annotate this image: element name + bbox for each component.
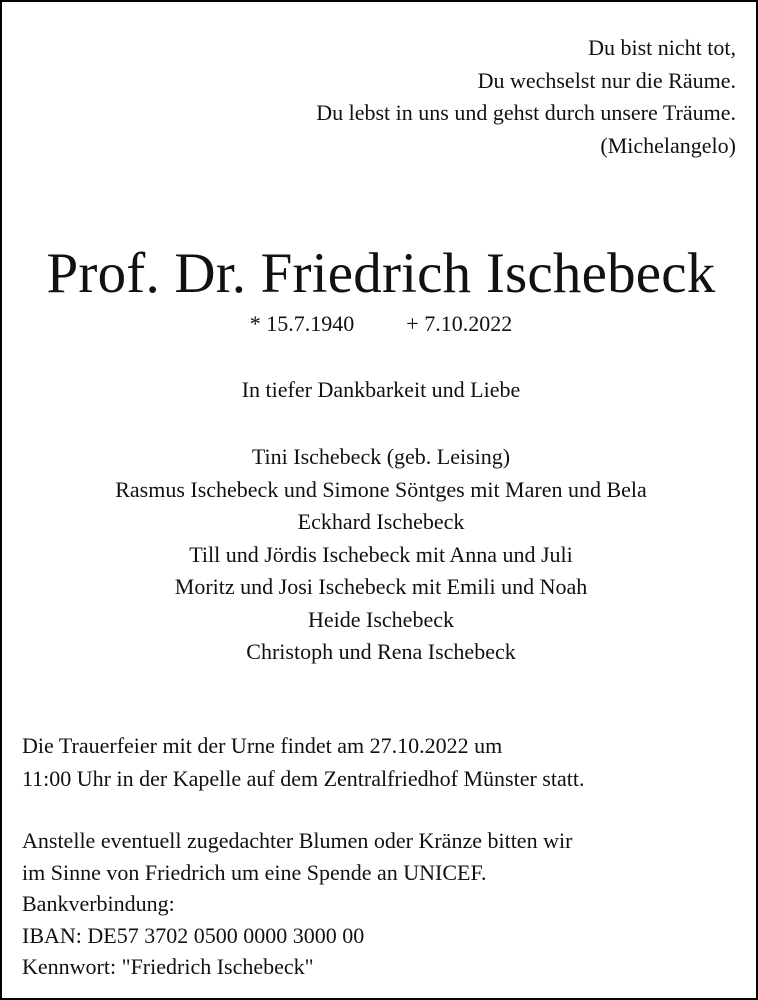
dedication-line: In tiefer Dankbarkeit und Liebe: [241, 377, 521, 402]
family-member: Heide Ischebeck: [308, 606, 454, 632]
donation-line: Anstelle eventuell zugedachter Blumen oder Kränze bitten wir: [22, 828, 573, 853]
ceremony-info: [22, 729, 584, 795]
family-member: Eckhard Ischebeck: [297, 509, 465, 534]
ceremony-line: Die Trauerfeier mit der Urne findet am 27.10.2022 um: [22, 733, 503, 758]
quote-line: Du bist nicht tot,: [588, 35, 736, 60]
bank-label: Bankverbindung:: [22, 891, 175, 916]
donation-line: im Sinne von Friedrich um eine Spende an UNICEF.: [22, 859, 487, 885]
birth-date: * 15.7.1940: [249, 311, 355, 336]
family-member: Moritz und Josi Ischebeck mit Emili und Noah: [174, 574, 588, 599]
family-member: Rasmus Ischebeck und Simone Söntges mit Maren und Bela: [115, 476, 647, 502]
family-list: [2, 441, 758, 669]
deceased-name: Prof. Dr. Friedrich Ischebeck: [46, 242, 716, 305]
quote-line: Du lebst in uns und gehst durch unsere Träume.: [316, 100, 736, 125]
family-member: Till und Jördis Ischebeck mit Anna und Juli: [189, 541, 573, 567]
donation-info: [22, 825, 572, 983]
ceremony-line: 11:00 Uhr in der Kapelle auf dem Zentralfriedhof Münster statt.: [22, 766, 585, 791]
quote-attribution: (Michelangelo): [600, 132, 736, 158]
family-member: Christoph und Rena Ischebeck: [246, 639, 516, 664]
iban-line: IBAN: DE57 3702 0500 0000 3000 00: [22, 922, 365, 948]
family-member: Tini Ischebeck (geb. Leising): [251, 444, 511, 469]
death-date: + 7.10.2022: [406, 311, 513, 336]
life-dates: [2, 309, 758, 339]
keyword-line: Kennwort: "Friedrich Ischebeck": [22, 954, 314, 979]
quote-block: [316, 32, 736, 162]
quote-line: Du wechselst nur die Räume.: [477, 67, 736, 93]
